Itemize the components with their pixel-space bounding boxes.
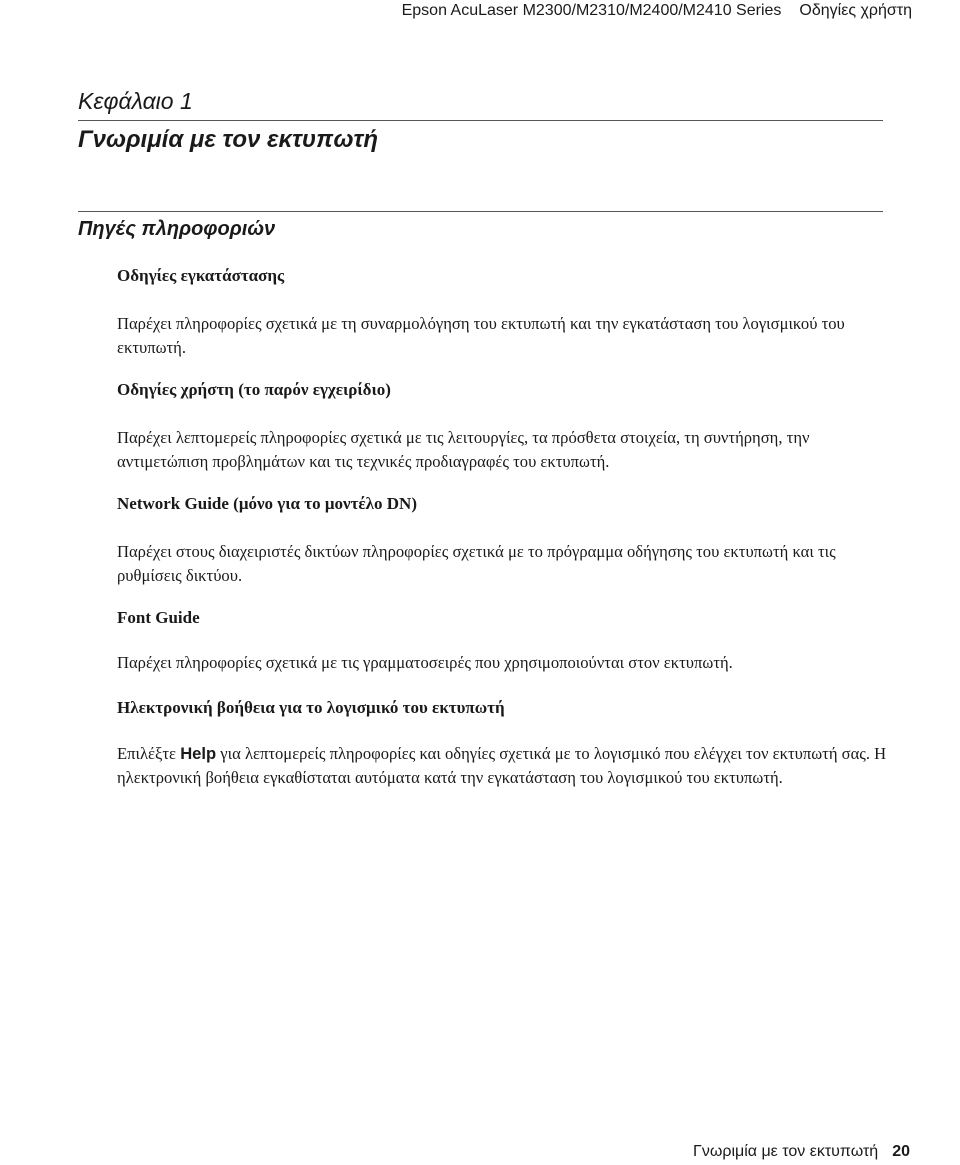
entry-heading-user-guide: Οδηγίες χρήστη (το παρόν εγχειρίδιο) [117,380,391,399]
chapter-label: Κεφάλαιο 1 [78,88,193,114]
footer-chapter-title: Γνωριμία με τον εκτυπωτή [693,1143,879,1160]
header-manual-name: Οδηγίες χρήστη [799,2,912,19]
section-divider [78,211,883,212]
chapter-title: Γνωριμία με τον εκτυπωτή [78,126,378,153]
entry-body-network-guide: Παρέχει στους διαχειριστές δικτύων πληροφορίες σχετικά με το πρόγραμμα οδήγησης του εκτυπωτή και τις ρυθμίσεις δικτύου. [117,542,836,585]
entry-heading-network-guide: Network Guide (μόνο για το μοντέλο DN) [117,494,417,513]
page-number: 20 [892,1143,910,1160]
page-footer [693,1141,910,1163]
entry-body-font-guide: Παρέχει πληροφορίες σχετικά με τις γραμματοσειρές που χρησιμοποιούνται στον εκτυπωτή. [117,653,733,672]
section-title: Πηγές πληροφοριών [78,218,276,240]
chapter-divider [78,120,883,121]
entry-body-setup-guide: Παρέχει πληροφορίες σχετικά με τη συναρμολόγηση του εκτυπωτή και την εγκατάσταση του λογισμικού του εκτυπωτή. [117,314,845,357]
entry-heading-setup-guide: Οδηγίες εγκατάστασης [117,266,285,285]
online-help-text-after: για λεπτομερείς πληροφορίες και οδηγίες σχετικά με το λογισμικό που ελέγχει τον εκτυπωτή σας. Η ηλεκτρονική βοήθεια εγκαθίσταται αυτόματα κατά την εγκατάσταση του λογισμικού του εκτυπωτή. [117,744,887,787]
entry-heading-online-help: Ηλεκτρονική βοήθεια για το λογισμικό του εκτυπωτή [117,698,505,717]
online-help-text-before: Επιλέξτε [117,744,181,763]
entry-body-user-guide: Παρέχει λεπτομερείς πληροφορίες σχετικά με τις λειτουργίες, τα πρόσθετα στοιχεία, τη συντήρηση, την αντιμετώπιση προβλημάτων και τις τεχνικές προδιαγραφές του εκτυπωτή. [117,428,810,471]
running-header [402,0,912,22]
entry-heading-font-guide: Font Guide [117,608,200,627]
header-product-name: Epson AcuLaser M2300/M2310/M2400/M2410 Series [401,2,782,19]
entry-body-online-help [117,742,887,789]
help-button-label: Help [180,744,217,763]
